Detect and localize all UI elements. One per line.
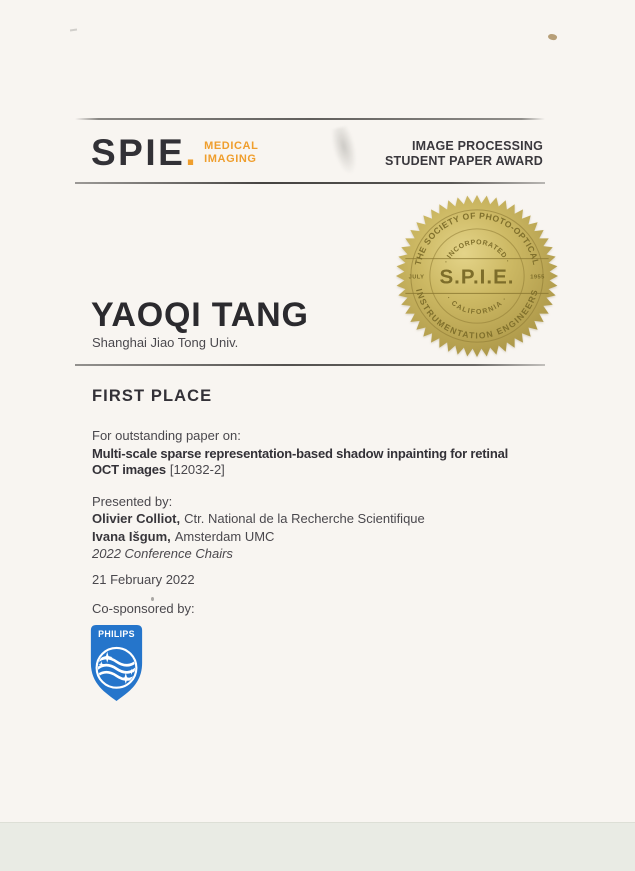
seal-california-text: · CALIFORNIA · [444,295,510,317]
chairs-role: 2022 Conference Chairs [92,546,233,562]
seal-july-text: JULY [408,274,425,281]
paper-number: [12032-2] [169,461,225,477]
scan-smudge-artifact [329,125,362,177]
spie-wordmark [91,132,199,173]
award-title-line1: IMAGE PROCESSING [412,139,543,153]
chair1-line [92,510,425,527]
spie-gold-seal [395,194,559,358]
chair2-line [92,528,425,545]
chair1-name: Olivier Colliot, [92,511,181,527]
scanner-bed-strip [0,822,635,871]
chair2-affiliation: Amsterdam UMC [174,528,275,544]
scan-dash-artifact [70,29,77,32]
seal-arc-bottom-text: INSTRUMENTATION ENGINEERS [414,287,541,341]
spie-logo-subtitle-line1: MEDICAL [204,140,259,152]
cosponsor-label: Co-sponsored by: [92,601,195,616]
paper-title-line1: Multi-scale sparse representation-based shadow inpainting for retinal [92,446,509,461]
name-rule [75,364,545,366]
award-intro: For outstanding paper on: [92,428,241,443]
recipient-name: YAOQI TANG [91,296,309,334]
seal-1955-text: 1955 [530,274,545,281]
spie-logo-subtitle-line2: IMAGING [204,152,257,165]
seal-incorporated-text: · INCORPORATED · [443,239,511,265]
recipient-affiliation: Shanghai Jiao Tong Univ. [92,335,239,350]
chair2-name: Ivana Išgum, [92,528,171,544]
award-date: 21 February 2022 [92,572,195,587]
chair1-affiliation: Ctr. National de la Recherche Scientifique [184,511,425,527]
spie-logo-subtitle [204,140,258,165]
seal-spie-text: S.P.I.E. [439,265,515,289]
philips-logo [90,624,143,702]
top-rule [75,118,545,120]
award-title-line2: STUDENT PAPER AWARD [385,154,543,168]
philips-wordmark: PHILIPS [98,628,135,639]
presented-by-label: Presented by: [92,494,173,509]
header-rule [75,182,545,184]
paper-title-line2: OCT images [92,461,166,477]
spie-logo-dot: . [185,132,199,173]
presenters-block [92,493,425,563]
spie-logo [91,132,259,173]
seal-arc-top-text: THE SOCIETY OF PHOTO-OPTICAL [412,210,542,267]
scan-speck-artifact [547,33,557,41]
spie-wordmark-text: SPIE [91,132,186,173]
award-title [385,139,543,169]
award-place: FIRST PLACE [92,387,213,405]
paper-title [92,446,508,477]
